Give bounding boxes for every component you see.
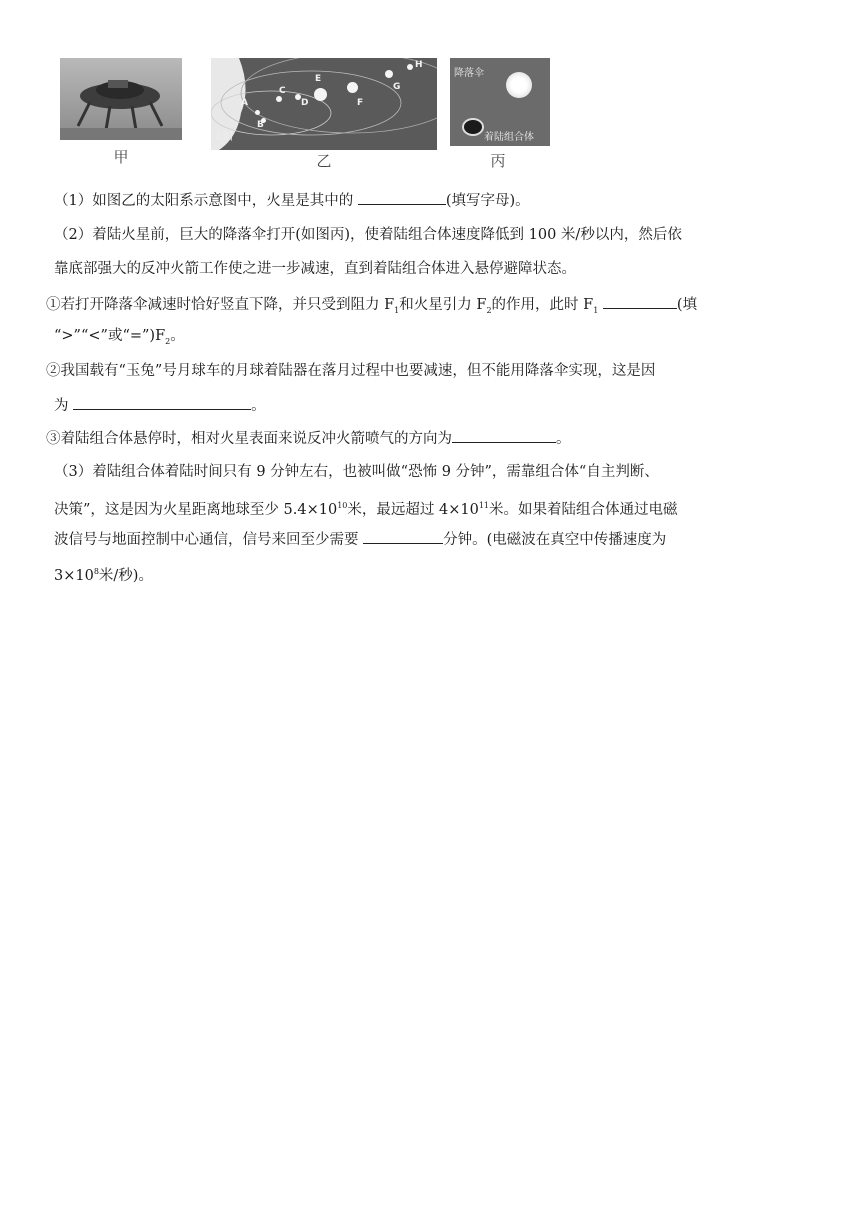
answer-blank-1[interactable] [358,190,446,205]
figure-parachute [450,58,550,170]
question-2-part-2: ②我国载有“玉兔”号月球车的月球着陆器在落月过程中也要减速，但不能用降落伞实现，这是因 [46,363,656,379]
planet-label-a: A [241,98,248,108]
figure-caption-a: 甲 [113,148,129,166]
figure-caption-b: 乙 [316,152,332,170]
lander-shape [462,118,484,136]
planet-c [276,96,282,102]
parachute-photo [450,58,550,146]
sun-label: 太阳 [213,132,233,143]
figure-solar-system [211,58,437,170]
question-2-part-3: ③着陆组合体悬停时，相对火星表面来说反冲火箭喷气的方向为 。 [46,428,806,449]
figure-strip [60,58,560,173]
parachute-label: 降落伞 [454,68,484,79]
lander-photo [60,58,182,140]
answer-blank-2-3[interactable] [452,428,556,443]
answer-blank-2-2[interactable] [73,395,251,410]
parachute-shape [506,72,532,98]
planet-label-d: D [301,98,309,108]
planet-label-h: H [415,60,423,70]
question-2-part-1: ①若打开降落伞减速时恰好竖直下降，并只受到阻力 $F_1$和火星引力 $F_2$的作用，此时 $F_1$ (填 [46,294,806,320]
question-3-line-1: （3）着陆组合体着陆时间只有 9 分钟左右，也被叫做“恐怖 9 分钟”，需靠组合体“自主判断、 [54,464,659,480]
planet-label-g: G [393,82,401,92]
question-3-line-2: 决策”，这是因为火星距离地球至少 $5.4\times 10^{10}$米，最远超过 $4\times 10^{11}$米。如果着陆组合体通过电磁 [54,501,678,518]
planet-label-f: F [357,98,364,108]
question-3-line-4: $3\times 10^8$米/秒)。 [54,567,153,584]
planet-label-c: C [279,86,286,96]
answer-blank-3[interactable] [363,529,443,544]
planet-e [314,88,327,101]
figure-caption-c: 丙 [490,152,506,170]
planet-f [347,82,358,93]
question-2-part-2-line-2: 为 。 [54,395,814,416]
planet-g [385,70,393,78]
planet-label-b: B [257,120,264,130]
question-2-line-1: （2）着陆火星前，巨大的降落伞打开(如图丙)，使着陆组合体速度降低到 100 米/秒以内，然后依 [54,227,682,243]
figure-lander [60,58,182,166]
planet-a [255,110,260,115]
answer-blank-2-1[interactable] [603,294,677,309]
planet-label-e: E [315,74,322,84]
solar-system-diagram [211,58,437,150]
question-2-line-2: 靠底部强大的反冲火箭工作使之进一步减速，直到着陆组合体进入悬停避障状态。 [54,261,576,277]
planet-h [407,64,413,70]
question-2-part-1-line-2: “>”“<”或“$=”)F_2$。 [54,328,185,346]
question-1: （1）如图乙的太阳系示意图中，火星是其中的 (填写字母)。 [54,190,814,211]
lander-label: 着陆组合体 [484,132,534,143]
question-3-line-3: 波信号与地面控制中心通信，信号来回至少需要 分钟。(电磁波在真空中传播速度为 [54,529,814,550]
